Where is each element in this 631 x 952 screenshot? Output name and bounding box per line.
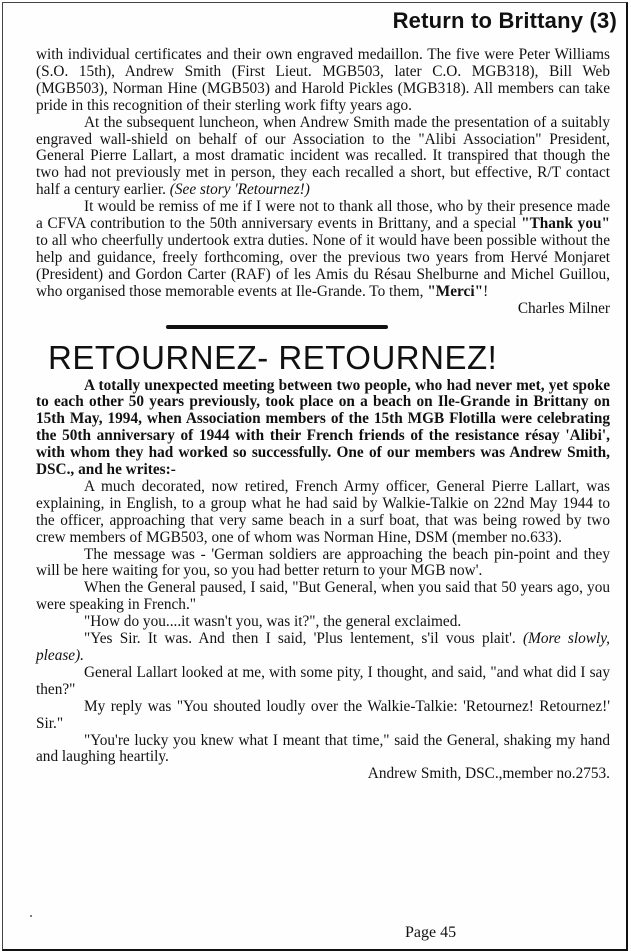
article2-paragraph-5 xyxy=(36,631,610,665)
article1-paragraph-3-a: It would be remiss of me if I were not to thank all those, who by their presence made a CFVA contribution to the 50th anniversary events in Brittany, and a special xyxy=(36,198,610,233)
article2-paragraph-6: General Lallart looked at me, with some pity, I thought, and said, "and what did I say then?" xyxy=(36,663,610,698)
article2-paragraph-2: The message was - 'German soldiers are approaching the beach pin-point and they will be here waiting for you, so you had better return to your MGB now'. xyxy=(36,545,610,580)
article2-intro: A totally unexpected meeting between two people, who had never met, yet spoke to each other 50 years previously, took place on a beach on Ile-Grande in Brittany on 15th May, 1994, when Association members of the 15th MGB Flotilla were celebrating the 50th anniversary of 1944 with their French friends of the resistance résay 'Alibi', with whom they had worked so successfully. One of our members was Andrew Smith, DSC., and he writes:- xyxy=(36,376,610,479)
article1-paragraph-2-text: At the subsequent luncheon, when Andrew Smith made the presentation of a suitably engraved wall-shield on behalf of our Association to the "Alibi Association" President, General Pierre Lallart, a most dramatic incident was recalled. It transpired that though the two had not previously met in person, they each recalled a short, but effective, R/T contact half a century earlier. xyxy=(36,113,610,199)
article1-paragraph-1: with individual certificates and their own engraved medaillon. The five were Peter Williams (S.O. 15th), Andrew Smith (First Lieut. MGB503, later C.O. MGB318), Bill Web (MGB503), Norman Hine (MGB503) and Harold Pickles (MGB318). All members can take pride in this recognition of their sterling work fifty years ago. xyxy=(36,46,610,114)
article1-paragraph-3-end: ! xyxy=(483,282,489,300)
article1-merci: "Merci" xyxy=(427,282,484,300)
article2-paragraph-7: My reply was "You shouted loudly over the Walkie-Talkie: 'Retournez! Retournez!' Sir." xyxy=(36,697,610,732)
article2-paragraph-1: A much decorated, now retired, French Army officer, General Pierre Lallart, was explaining, in English, to a group what he had said by Walkie-Talkie on 22nd May 1944 to the officer, approaching that very same beach in a surf boat, that was being rowed by two crew members of MGB503, one of whom was Norman Hine, DSM (member no.633). xyxy=(36,477,610,546)
article1-paragraph-2 xyxy=(36,115,610,200)
article2-paragraph-5-text: "Yes Sir. It was. And then I said, 'Plus lentement, s'il vous plait'. xyxy=(84,630,516,648)
page-content xyxy=(36,47,610,783)
article2-paragraph-8: "You're lucky you knew what I meant that time," said the General, shaking my hand and laughing heartily. xyxy=(36,731,610,766)
article2-headline: RETOURNEZ- RETOURNEZ! xyxy=(48,338,498,376)
article1-paragraph-3-b: to all who cheerfully undertook extra duties. None of it would have been possible without the help and guidance, freely forthcoming, over the previous two years from Hervé Monjaret (President) and Gordon Carter (RAF) of les Amis du Résau Shelburne and Michel Guillou, who organised those memorable events at Ile-Grande. To them, xyxy=(36,231,610,300)
scan-speck xyxy=(30,915,32,917)
article2-paragraph-4: "How do you....it wasn't you, was it?", the general exclaimed. xyxy=(84,613,462,631)
section-divider xyxy=(166,325,388,329)
article1-see-story-note: (See story 'Retournez!) xyxy=(169,181,310,199)
page-header-title: Return to Brittany (3) xyxy=(392,8,617,33)
article2-signature: Andrew Smith, DSC.,member no.2753. xyxy=(367,765,610,783)
article1-paragraph-3 xyxy=(36,199,610,300)
article2-paragraph-3: When the General paused, I said, "But General, when you said that 50 years ago, you were speaking in French." xyxy=(36,579,610,614)
article2-more-slowly: (More slowly, please). xyxy=(36,630,610,664)
page-number: Page 45 xyxy=(405,924,457,941)
article1-thank-you: "Thank you" xyxy=(521,215,610,233)
section-divider-wrap xyxy=(36,318,610,340)
article1-signature: Charles Milner xyxy=(517,299,610,317)
